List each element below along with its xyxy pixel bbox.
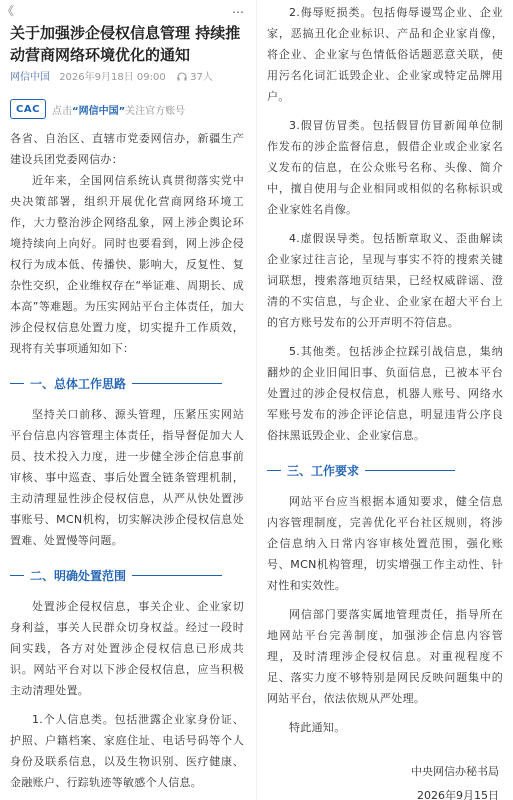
closing-line: 特此通知。	[289, 721, 346, 734]
left-column	[0, 0, 256, 800]
article-date: 2026年9月18日 09:00	[59, 72, 166, 83]
section-heading-2-text: 二、明确处置范围	[30, 569, 127, 583]
section-heading-1	[10, 375, 244, 392]
heading-rule-left	[267, 470, 281, 471]
requirement-platforms: 网站平台应当根据本通知要求，健全信息内容管理制度，完善优化平台社区规则，将涉企信息纳入日常内容审核处置范围，强化账号、MCN机构管理，切实增强工作主动性、针对性和实效性。	[267, 495, 503, 592]
heading-rule-right	[365, 470, 455, 471]
status-bar	[0, 0, 256, 20]
list-item-other: 5.其他类。包括涉企拉踩引战信息，集纳翻炒的企业旧闻旧事、负面信息，已被本平台处置过的涉企侵权信息，机器人账号、网络水军账号发布的涉企评论信息，明显违背公序良俗抹黑诋毁企业、企业家信息。	[267, 345, 503, 442]
article-source[interactable]: 网信中国	[10, 72, 50, 83]
article-meta	[10, 70, 244, 86]
salutation: 各省、自治区、直辖市党委网信办，新疆生产建设兵团党委网信办：	[10, 132, 244, 166]
heading-rule-left	[10, 383, 24, 384]
follow-suffix: 关注官方账号	[125, 105, 186, 117]
more-icon[interactable]: …	[232, 2, 244, 16]
section-heading-2	[10, 567, 244, 584]
read-count-value: 37人	[190, 72, 213, 83]
section-1-body: 坚持关口前移、源头管理，压紧压实网站平台信息内容管理主体责任，指导督促加大人员、技术投入力度，进一步健全涉企信息事前审核、事中巡查、事后处置全链条管理机制，主动清理显性涉企侵权信息，从严从快处置涉事账号、MCN机构，切实解决涉企侵权信息处置难、处置慢等问题。	[10, 408, 244, 547]
section-heading-3-text: 三、工作要求	[287, 464, 360, 478]
follow-banner[interactable]	[10, 96, 244, 122]
heading-rule-right	[132, 575, 222, 576]
headphone-icon	[177, 72, 187, 81]
section-heading-1-text: 一、总体工作思路	[30, 377, 127, 391]
section-heading-3	[267, 462, 503, 479]
heading-rule-left	[10, 575, 24, 576]
back-icon[interactable]: 《	[2, 4, 15, 18]
list-item-insult: 2.侮辱贬损类。包括侮辱谩骂企业、企业家，恶搞丑化企业标识、产品和企业家肖像，将企业、企业家与色情低俗话题恶意关联，使用污名化词汇诋毁企业、企业家或特定品牌用户。	[267, 6, 503, 103]
list-item-impersonation: 3.假冒仿冒类。包括假冒仿冒新闻单位制作发布的涉企监督信息，假借企业或企业家名义发布的信息，在公众账号名称、头像、简介中，擅自使用与企业相同或相似的名称标识或企业家姓名肖像。	[267, 119, 503, 216]
article-title: 关于加强涉企侵权信息管理 持续推动营商网络环境优化的通知	[10, 24, 241, 64]
requirement-departments: 网信部门要落实属地管理责任，指导所在地网站平台完善制度，加强涉企信息内容管理，及时清理涉企侵权信息。对重视程度不足、落实力度不够特别是网民反映问题集中的网站平台，依法依规从严处理。	[267, 608, 503, 705]
section-2-intro: 处置涉企侵权信息，事关企业、企业家切身利益，事关人民群众切身权益。经过一段时间实践，各方对处置涉企侵权信息已形成共识。网站平台对以下涉企侵权信息，应当积极主动清理处置。	[10, 600, 244, 697]
list-item-personal-info: 1.个人信息类。包括泄露企业家身份证、护照、户籍档案、家庭住址、电话号码等个人身份及联系信息，以及生物识别、医疗健康、金融账户、行踪轨迹等敏感个人信息。	[10, 713, 244, 789]
right-column	[257, 0, 513, 800]
cac-logo: CAC	[10, 99, 46, 119]
read-count	[177, 72, 213, 83]
list-item-misleading: 4.虚假误导类。包括断章取义、歪曲解读企业家过往言论，呈现与事实不符的搜索关键词联想，搜索落地页结果，已经权威辟谣、澄清的不实信息，与企业、企业家在超大平台上的官方账号发布的公开声明不符信息。	[267, 232, 503, 329]
signature-org: 中央网信办秘书局	[411, 765, 499, 778]
intro-paragraph: 近年来，全国网信系统认真贯彻落实党中央决策部署，组织开展优化营商网络环境工作，大力整治涉企网络乱象，网上涉企舆论环境持续向上向好。同时也要看到，网上涉企侵权行为成本低、传播快、影响大，反复性、复杂性交织，企业维权存在“举证难、周期长、成本高”等难题。为压实网站平台主体责任，加大涉企侵权信息处置力度，切实提升工作质效，现将有关事项通知如下：	[10, 174, 244, 355]
heading-rule-right	[132, 383, 222, 384]
signature-block	[267, 760, 503, 800]
signature-date: 2026年9月15日	[417, 789, 499, 800]
follow-account-name[interactable]: “网信中国”	[72, 105, 126, 117]
follow-prefix: 点击	[52, 105, 72, 117]
